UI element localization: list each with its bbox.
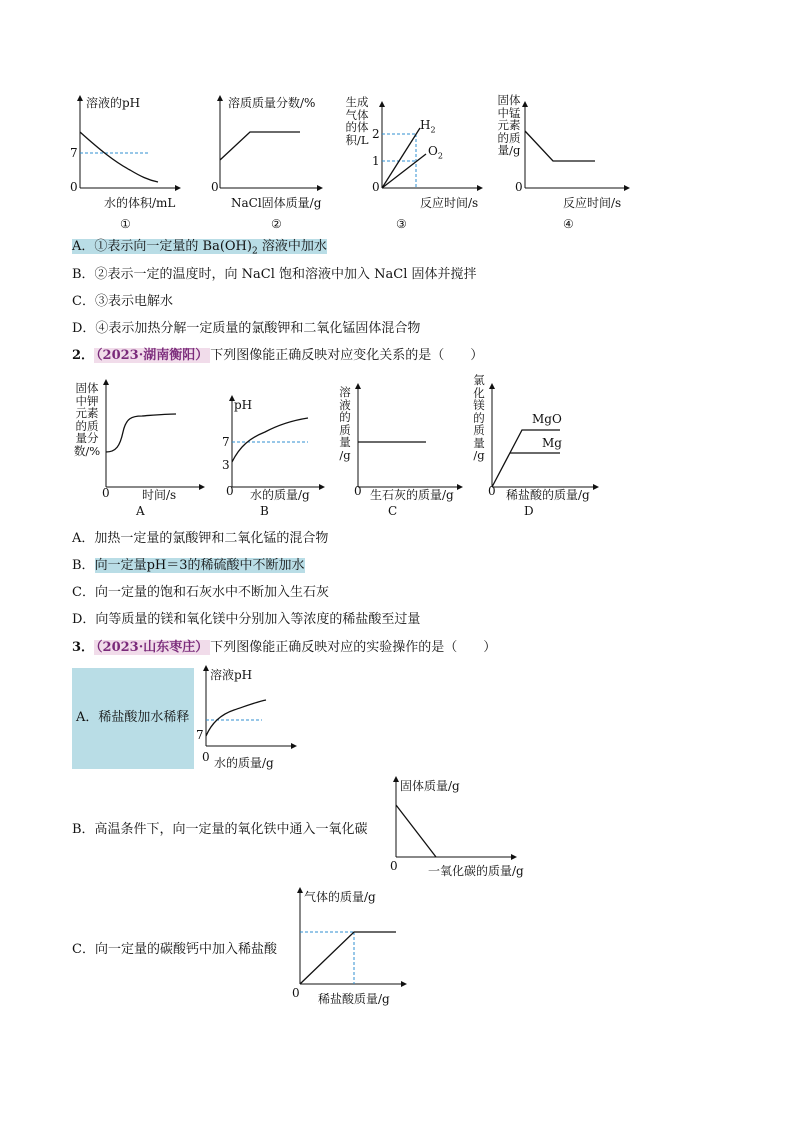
mgo-label: MgO xyxy=(532,412,562,426)
chart-3-electrolysis xyxy=(340,90,490,240)
curve xyxy=(80,132,158,182)
option-2b-highlight: 向一定量pH＝3的稀硫酸中不断加水 xyxy=(94,558,305,573)
origin: 0 xyxy=(488,484,496,498)
tick-7: 7 xyxy=(70,146,78,160)
x-axis-label: 水的体积/mL xyxy=(104,196,176,210)
chart-caption: D xyxy=(524,504,534,518)
origin: 0 xyxy=(226,484,234,498)
curve xyxy=(396,805,436,857)
curve xyxy=(232,418,308,462)
option-1c: C．③表示电解水 xyxy=(72,294,173,309)
x-axis-label: 反应时间/s xyxy=(563,196,622,210)
origin: 0 xyxy=(70,180,78,194)
y-axis-label: 溶液pH xyxy=(210,668,253,682)
chart-number: ① xyxy=(120,217,131,231)
y-label-line: 的质 xyxy=(497,130,521,145)
x-axis-label: 稀盐酸质量/g xyxy=(318,992,390,1006)
question-2-source-tag: （2023·湖南衡阳） xyxy=(96,348,209,363)
curve xyxy=(106,414,176,452)
x-axis-label: 水的质量/g xyxy=(214,756,274,770)
o2-label: $O_2$ xyxy=(428,144,443,161)
y-axis-label: 氯 化 镁 的 质 量 /g xyxy=(473,373,485,462)
chart-number: ② xyxy=(271,217,282,231)
origin: 0 xyxy=(372,180,380,194)
origin: 0 xyxy=(354,484,362,498)
y-axis-label: 溶液的pH xyxy=(86,96,141,110)
y-label-line: 元素 xyxy=(497,118,521,132)
origin: 0 xyxy=(211,180,219,194)
question-3-stem xyxy=(72,639,496,657)
q2-chart-d xyxy=(470,372,610,522)
tick-1: 1 xyxy=(372,154,380,168)
question-3-text: 下列图像能正确反映对应的实验操作的是（ ） xyxy=(210,640,497,655)
chart-caption: A xyxy=(136,504,145,518)
chart-caption: C xyxy=(388,504,398,518)
y-axis-label: 固体 中钾 元素 的质 量分 数/% xyxy=(73,381,101,458)
tick-2: 2 xyxy=(372,127,380,141)
chart-number: ③ xyxy=(396,217,407,231)
h2-line xyxy=(382,128,420,188)
option-2a: A．加热一定量的氯酸钾和二氧化锰的混合物 xyxy=(72,531,329,546)
y-label-line: 中锰 xyxy=(497,105,521,120)
x-axis-label: 稀盐酸的质量/g xyxy=(506,488,590,502)
tick-3: 3 xyxy=(222,458,230,472)
y-label-line: 生成 xyxy=(345,95,369,109)
x-axis-label: 一氧化碳的质量/g xyxy=(428,864,524,878)
x-axis-label: 反应时间/s xyxy=(420,196,479,210)
y-axis-label: 固体质量/g xyxy=(400,779,460,793)
q2-chart-b xyxy=(210,372,330,522)
option-3a-label: A．稀盐酸加水稀释 xyxy=(76,710,190,725)
chart-caption: B xyxy=(260,504,269,518)
question-2-stem xyxy=(72,347,483,365)
question-3-number: 3． xyxy=(72,640,95,655)
y-axis-label: pH xyxy=(234,398,253,412)
question-2-number: 2． xyxy=(72,348,95,363)
question-2-text: 下列图像能正确反映对应变化关系的是（ ） xyxy=(210,348,484,363)
y-axis-label xyxy=(344,96,370,146)
tick-7: 7 xyxy=(196,728,204,742)
option-1a-highlight: A．①表示向一定量的 $Ba(OH)_2$ 溶液中加水 xyxy=(72,239,327,257)
option-1b: B．②表示一定的温度时，向 NaCl 饱和溶液中加入 NaCl 固体并搅拌 xyxy=(72,267,477,282)
y-axis-label: 溶质质量分数/% xyxy=(228,96,316,110)
origin: 0 xyxy=(202,750,210,764)
chart-4-manganese xyxy=(495,90,645,240)
y-label-line: 量/g xyxy=(497,143,521,157)
chart-1-ph-water xyxy=(60,90,190,240)
y-axis-label: 溶 液 的 质 量 /g xyxy=(339,385,351,462)
question-3-source-tag: （2023·山东枣庄） xyxy=(96,640,209,655)
o2-line xyxy=(382,154,426,188)
y-axis-label xyxy=(495,94,523,157)
chart-2-nacl xyxy=(205,90,335,240)
curve xyxy=(525,131,595,161)
y-label-line: 气体 xyxy=(345,107,369,122)
option-2c: C．向一定量的饱和石灰水中不断加入生石灰 xyxy=(72,585,329,600)
y-label-line: 固体 xyxy=(497,93,521,107)
origin: 0 xyxy=(390,859,398,873)
q3-chart-a xyxy=(194,664,304,774)
y-axis-label: 气体的质量/g xyxy=(304,890,376,904)
mg-label: Mg xyxy=(542,436,562,450)
h2-label: $H_2$ xyxy=(420,118,436,135)
x-axis-label: 时间/s xyxy=(142,488,177,502)
curve xyxy=(206,700,266,736)
option-2b: B．向一定量pH＝3的稀硫酸中不断加水 xyxy=(72,558,305,573)
q2-chart-a xyxy=(70,372,210,522)
origin: 0 xyxy=(515,180,523,194)
option-3b-label: B．高温条件下，向一定量的氧化铁中通入一氧化碳 xyxy=(72,822,368,837)
x-axis-label: 水的质量/g xyxy=(250,488,310,502)
option-3c-label: C．向一定量的碳酸钙中加入稀盐酸 xyxy=(72,942,277,957)
curve xyxy=(300,932,396,984)
option-1d: D．④表示加热分解一定质量的氯酸钾和二氧化锰固体混合物 xyxy=(72,321,421,336)
option-1a xyxy=(72,238,327,261)
origin: 0 xyxy=(292,986,300,1000)
x-axis-label: 生石灰的质量/g xyxy=(370,488,454,502)
option-2d: D．向等质量的镁和氧化镁中分别加入等浓度的稀盐酸至过量 xyxy=(72,612,421,627)
x-axis-label: NaCl固体质量/g xyxy=(231,196,322,210)
q2-chart-c xyxy=(336,372,466,522)
origin: 0 xyxy=(102,486,110,500)
q3-chart-b xyxy=(384,775,534,885)
y-label-line: 积/L xyxy=(345,132,369,147)
q3-chart-c xyxy=(288,884,418,1009)
y-label-line: 的体 xyxy=(345,120,369,134)
curve xyxy=(220,132,300,160)
chart-number: ④ xyxy=(563,217,574,231)
chart-2-svg xyxy=(205,90,335,240)
tick-7: 7 xyxy=(222,435,230,449)
